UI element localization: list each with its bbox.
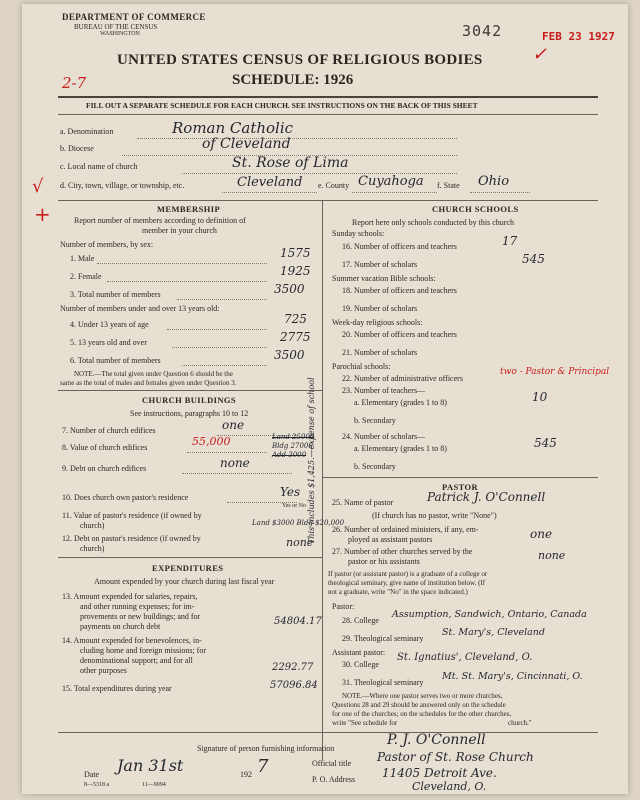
q8-land-note: Land 25000 <box>272 433 315 441</box>
q26-label-2: ployed as assistant pastors <box>348 535 433 544</box>
denomination-value: Roman Catholic <box>172 119 294 137</box>
q6-value: 3500 <box>274 348 305 362</box>
q13-label-4: payments on church debt <box>80 622 161 631</box>
date-value: Jan 31st <box>117 756 184 775</box>
q11-label-1: 11. Value of pastor's residence (if owned by <box>62 511 202 520</box>
schedule-number-stamp: 3042 <box>462 22 503 40</box>
print-number: 11—9094 <box>142 782 166 788</box>
membership-sub2: member in your church <box>142 226 217 235</box>
state-label: f. State <box>437 181 460 190</box>
q4-label: 4. Under 13 years of age <box>70 320 149 329</box>
graduate-note-3: not a graduate, write "No" in the space indicated.) <box>328 588 468 596</box>
q2-label: 2. Female <box>70 272 102 281</box>
check-mark-icon: ✓ <box>532 44 548 65</box>
q29-label: 29. Theological seminary <box>342 634 424 643</box>
q23-label: 23. Number of teachers— <box>342 386 426 395</box>
q4-leader <box>167 329 267 330</box>
column-divider <box>322 200 323 760</box>
q3-leader <box>177 299 267 300</box>
city-value: Cleveland <box>237 175 303 190</box>
q9-value: none <box>220 456 250 470</box>
buildings-heading: CHURCH BUILDINGS <box>142 395 237 405</box>
q14-label-4: other purposes <box>80 666 127 675</box>
schools-sub: Report here only schools conducted by this church <box>352 218 514 227</box>
schedule-year: SCHEDULE: 1926 <box>232 72 354 88</box>
q16-label: 16. Number of officers and teachers <box>342 242 457 251</box>
denomination-label: a. Denomination <box>60 127 114 136</box>
q28-value: Assumption, Sandwich, Ontario, Canada <box>392 609 587 620</box>
q23b-label: b. Secondary <box>354 416 396 425</box>
q25-hint: (If church has no pastor, write "None") <box>372 511 497 520</box>
county-value: Cuyahoga <box>358 174 424 189</box>
q8-bldg-note: Bldg 27000 <box>272 442 313 450</box>
q7-value: one <box>222 418 245 432</box>
q13-value: 54804.17 <box>274 616 322 627</box>
q13-label-3: provements or new buildings; and for <box>80 612 201 621</box>
q1-value: 1575 <box>280 246 311 260</box>
margin-check-icon: √ <box>32 176 44 197</box>
state-line <box>470 192 530 193</box>
diocese-value: of Cleveland <box>202 136 291 152</box>
q6-label: 6. Total number of members <box>70 356 161 365</box>
q27-label-1: 27. Number of other churches served by the <box>332 547 473 556</box>
q14-label-2: cluding home and foreign missions; for <box>80 646 206 655</box>
pastor-note-3: for one of the churches; on the schedules for the other churches, <box>332 710 512 718</box>
q20-label: 20. Number of officers and teachers <box>342 330 457 339</box>
q29-value: St. Mary's, Cleveland <box>442 627 546 638</box>
q26-value: one <box>530 527 553 541</box>
q10-value: Yes <box>280 485 301 499</box>
q31-value: Mt. St. Mary's, Cincinnati, O. <box>442 671 583 682</box>
q2-value: 1925 <box>280 264 311 278</box>
q7-label: 7. Number of church edifices <box>62 426 156 435</box>
q4-value: 725 <box>284 312 307 326</box>
footer-rule <box>58 732 598 733</box>
signature-value: P. J. O'Connell <box>387 732 486 748</box>
q5-leader <box>172 347 267 348</box>
q2-leader <box>107 281 267 282</box>
margin-note: 2-7 <box>62 74 87 92</box>
by-sex-label: Number of members, by sex: <box>60 240 154 249</box>
q23a-label: a. Elementary (grades 1 to 8) <box>354 398 447 407</box>
address-city-value: Cleveland, O. <box>412 780 487 793</box>
city-line <box>222 192 317 193</box>
q30-value: St. Ignatius', Cleveland, O. <box>397 652 533 663</box>
bureau-name: BUREAU OF THE CENSUS <box>74 23 158 31</box>
pastor-rule <box>322 477 598 478</box>
q30-label: 30. College <box>342 660 379 669</box>
expenditures-sub: Amount expended by your church during last fiscal year <box>94 577 275 586</box>
q27-value: none <box>538 549 566 562</box>
q17-label: 17. Number of scholars <box>342 260 418 269</box>
bureau-city: WASHINGTON <box>100 31 140 37</box>
q13-label-1: 13. Amount expended for salaries, repairs, <box>62 592 198 601</box>
q17-value: 545 <box>522 252 545 266</box>
church-name-label: c. Local name of church <box>60 162 138 171</box>
expenditures-heading: EXPENDITURES <box>152 563 224 573</box>
q8-leader <box>187 452 267 453</box>
q10-label: 10. Does church own pastor's residence <box>62 493 189 502</box>
q5-label: 5. 13 years old and over <box>70 338 147 347</box>
pastor-note-2: Questions 28 and 29 should be answered only on the schedule <box>332 701 506 709</box>
pastor-sublabel: Pastor: <box>332 602 355 611</box>
instruction-rule <box>58 114 598 115</box>
q15-label: 15. Total expenditures during year <box>62 684 172 693</box>
q27-label-2: pastor or his assistants <box>348 557 420 566</box>
q22-label: 22. Number of administrative officers <box>342 374 463 383</box>
address-value: 11405 Detroit Ave. <box>382 766 497 780</box>
county-label: e. County <box>318 181 350 190</box>
membership-note-line1: NOTE.—The total given under Question 6 should be the <box>74 370 233 378</box>
q25-label: 25. Name of pastor <box>332 498 394 507</box>
date-label: Date <box>84 770 100 779</box>
title-value: Pastor of St. Rose Church <box>377 750 534 764</box>
sunday-label: Sunday schools: <box>332 229 385 238</box>
q26-label-1: 26. Number of ordained ministers, if any, em- <box>332 525 479 534</box>
buildings-sub: See instructions, paragraphs 10 to 12 <box>130 409 249 418</box>
church-name-value: St. Rose of Lima <box>232 155 349 171</box>
buildings-rule <box>58 390 322 391</box>
expense-side-note: This includes $1,425.—expense of school <box>307 377 316 544</box>
title-label: Official title <box>312 759 352 768</box>
yes-no-hint: Yes or No <box>282 503 307 509</box>
county-line <box>352 192 437 193</box>
q19-label: 19. Number of scholars <box>342 304 418 313</box>
membership-heading: MEMBERSHIP <box>157 204 221 214</box>
q3-label: 3. Total number of members <box>70 290 161 299</box>
assistant-sublabel: Assistant pastor: <box>332 648 386 657</box>
graduate-note-1: If pastor (or assistant pastor) is a graduate of a college or <box>328 570 488 578</box>
pastor-note-4: write "See schedule for <box>332 719 398 727</box>
year-prefix: 192 <box>240 770 252 779</box>
state-value: Ohio <box>478 174 510 189</box>
membership-sub1: Report number of members according to definition of <box>74 216 246 225</box>
section-rule <box>58 200 598 201</box>
q9-label: 9. Debt on church edifices <box>62 464 147 473</box>
under-over-label: Number of members under and over 13 years old: <box>60 304 220 313</box>
general-instruction: FILL OUT A SEPARATE SCHEDULE FOR EACH CHURCH. SEE INSTRUCTIONS ON THE BACK OF THIS SHEET <box>86 101 478 110</box>
census-schedule-sheet <box>22 4 628 794</box>
q12-label-1: 12. Debt on pastor's residence (if owned by <box>62 534 201 543</box>
form-number: 8—5318 a <box>84 782 110 788</box>
q14-label-1: 14. Amount expended for benevolences, in- <box>62 636 202 645</box>
pastor-note-1: NOTE.—Where one pastor serves two or more churches, <box>342 692 503 700</box>
pastor-note-5: church." <box>508 719 532 727</box>
form-title: UNITED STATES CENSUS OF RELIGIOUS BODIES <box>117 52 483 68</box>
denomination-line <box>137 138 457 139</box>
margin-plus-mark: + <box>34 202 51 226</box>
q12-value: none <box>286 536 314 549</box>
q13-label-2: and other running expenses; for im- <box>80 602 195 611</box>
q1-leader <box>97 263 267 264</box>
expenditures-rule <box>58 557 322 558</box>
q15-value: 57096.84 <box>270 680 318 691</box>
graduate-note-2: theological seminary, give name of institution below. (If <box>328 579 486 587</box>
q12-label-2: church) <box>80 544 105 553</box>
address-label: P. O. Address <box>312 775 356 784</box>
q28-label: 28. College <box>342 616 379 625</box>
q9-leader <box>182 473 292 474</box>
q3-value: 3500 <box>274 282 305 296</box>
schools-heading: CHURCH SCHOOLS <box>432 204 519 214</box>
q14-value: 2292.77 <box>272 662 314 673</box>
q24a-value: 545 <box>534 436 557 450</box>
q14-label-3: denominational support; and for all <box>80 656 193 665</box>
membership-note-line2: same as the total of males and females given under Question 3. <box>60 379 237 387</box>
received-date-stamp: FEB 23 1927 <box>542 30 615 43</box>
signature-label: Signature of person furnishing information <box>197 744 335 753</box>
q21-label: 21. Number of scholars <box>342 348 418 357</box>
q24a-label: a. Elementary (grades 1 to 8) <box>354 444 447 453</box>
q11-value: Land $3000 Bldg $20,000 <box>252 519 345 527</box>
q8-add-note: Add 3000 <box>272 451 307 459</box>
q24b-label: b. Secondary <box>354 462 396 471</box>
q6-leader <box>182 365 267 366</box>
q18-label: 18. Number of officers and teachers <box>342 286 457 295</box>
q31-label: 31. Theological seminary <box>342 678 424 687</box>
q8-label: 8. Value of church edifices <box>62 443 148 452</box>
q1-label: 1. Male <box>70 254 95 263</box>
summer-label: Summer vacation Bible schools: <box>332 274 436 283</box>
parochial-label: Parochial schools: <box>332 362 391 371</box>
q25-value: Patrick J. O'Connell <box>427 490 546 504</box>
weekday-label: Week-day religious schools: <box>332 318 423 327</box>
q23a-value: 10 <box>532 390 548 404</box>
q11-label-2: church) <box>80 521 105 530</box>
q24-label: 24. Number of scholars— <box>342 432 426 441</box>
department-name: DEPARTMENT OF COMMERCE <box>62 12 206 22</box>
pastor-heading: PASTOR <box>442 482 479 492</box>
q16-value: 17 <box>502 234 518 248</box>
q8-value: 55,000 <box>192 435 231 448</box>
city-label: d. City, town, village, or township, etc. <box>60 181 185 190</box>
q22-value: two - Pastor & Principal <box>500 367 610 377</box>
year-handwritten: 7 <box>257 756 269 777</box>
q5-value: 2775 <box>280 330 311 344</box>
diocese-label: b. Diocese <box>60 144 94 153</box>
header-rule <box>58 96 598 98</box>
